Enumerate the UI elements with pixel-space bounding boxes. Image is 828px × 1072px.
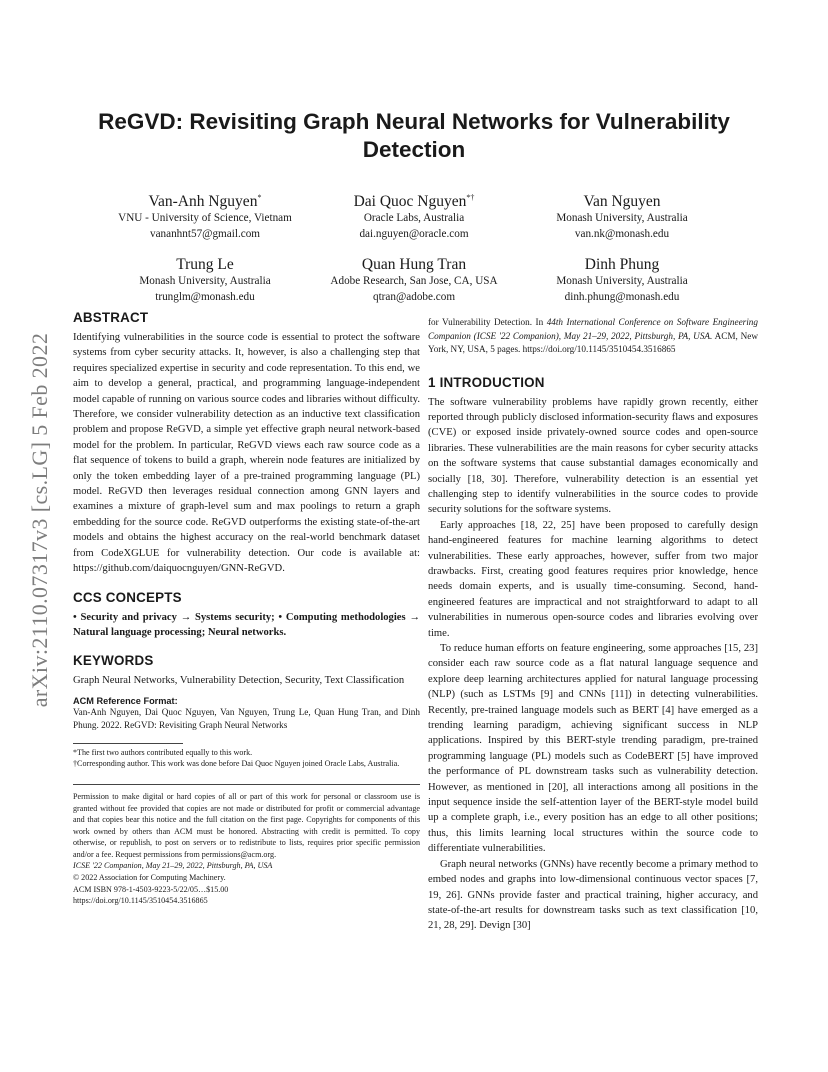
author-email: qtran@adobe.com — [372, 290, 456, 303]
intro-heading: 1 INTRODUCTION — [428, 374, 545, 390]
author-email: dinh.phung@monash.edu — [564, 290, 680, 303]
author-affiliation: Adobe Research, San Jose, CA, USA — [330, 275, 498, 288]
author-email: van.nk@monash.edu — [574, 227, 670, 240]
intro-paragraph: The software vulnerability problems have rapidly grown recently, either reported through publicly disclosed information-security flaws and exposures (CVE) or exposed inside privately-owned source codes and open-source libraries. These vulnerabilities are the main reasons for cyber security attacks on the software systems that cause substantial damages economically and socially [18, 30]. Therefore, vulnerability detection is an essential yet challenging step to identify vulnerabilities in the source codes to provide security solutions for the software systems. — [428, 396, 758, 516]
author-affiliation: Monash University, Australia — [139, 275, 271, 288]
acm-ref-cont-venue: 44th International Conference on Software Engineering Companion (ICSE '22 Companion), May 21–29, 2022, Pittsburgh, PA, USA. — [428, 317, 758, 341]
author-name: Trung Le — [176, 256, 234, 274]
author-name: Dinh Phung — [584, 256, 660, 274]
ccs-text: • Security and privacy → Systems security; • Computing methodologies → Natural language processing; Neural networks. — [73, 611, 420, 638]
author-block — [497, 251, 747, 305]
author-affiliation: Monash University, Australia — [556, 212, 688, 225]
ccs-heading: CCS CONCEPTS — [73, 589, 182, 605]
abstract-text: Identifying vulnerabilities in the source code is essential to protect the software systems from cyber security attacks. It, however, is also a challenging step that requires specialized expertise in security and code representation. To this end, we aim to develop a general, practical, and programming language-independent model capable of running on various source codes and libraries without difficulty. Therefore, we consider vulnerability detection as an inductive text classification problem and propose ReGVD, a simple yet effective graph neural network-based model for the problem. In particular, ReGVD views each raw source code as a flat sequence of tokens to build a graph, wherein node features are initialized by only the token embedding layer of a pre-trained programming language (PL) model. ReGVD then leverages residual connection among GNN layers and examines a mixture of graph-level sum and max poolings to return a graph embedding for the source code. ReGVD outperforms the existing state-of-the-art models and obtains the highest accuracy on the real-world benchmark dataset from CodeXGLUE for vulnerability detection. Our code is available at: https://github.com/daiquocnguyen/GNN-ReGVD. — [73, 332, 420, 575]
author-mark: *† — [466, 193, 475, 202]
conference-line: ICSE '22 Companion, May 21–29, 2022, Pittsburgh, PA, USA — [73, 861, 273, 871]
copyright-line: © 2022 Association for Computing Machinery. — [73, 873, 226, 883]
abstract-heading: ABSTRACT — [73, 310, 149, 325]
isbn-line: ACM ISBN 978-1-4503-9223-5/22/05…$15.00 — [73, 884, 229, 894]
arxiv-stamp-text: arXiv:2110.07317v3 [cs.LG] 5 Feb 2022 — [27, 332, 52, 708]
footnote-divider — [73, 743, 183, 744]
footnote: *The first two authors contributed equally to this work. — [73, 747, 253, 757]
doi-link[interactable]: https://doi.org/10.1145/3510454.3516865 — [73, 896, 208, 906]
author-mark: * — [257, 193, 262, 202]
author-affiliation: VNU - University of Science, Vietnam — [118, 212, 292, 225]
author-email: trunglm@monash.edu — [155, 290, 255, 303]
author-name: Dai Quoc Nguyen — [353, 193, 467, 211]
footnote: †Corresponding author. This work was done before Dai Quoc Nguyen joined Oracle Labs, Australia. — [73, 759, 400, 769]
arxiv-stamp — [20, 290, 60, 750]
permission-divider — [73, 784, 420, 785]
permission-notice: Permission to make digital or hard copies of all or part of this work for personal or classroom use is granted without fee provided that copies are not made or distributed for profit or commercial advantage and that copies bear this notice and the full citation on the first page. Copyrights for components of this work owned by others than ACM must be honored. Abstracting with credit is permitted. To copy otherwise, or republish, to post on servers or to redistribute to lists, requires prior specific permission and/or a fee. Request permissions from permissions@acm.org. — [73, 791, 420, 859]
acm-ref-continuation — [428, 316, 758, 357]
author-email: vananhnt57@gmail.com — [149, 227, 261, 240]
paper-title: ReGVD: Revisiting Graph Neural Networks for Vulnerability Detection — [98, 109, 730, 162]
acm-ref-text: Van-Anh Nguyen, Dai Quoc Nguyen, Van Nguyen, Trung Le, Quan Hung Tran, and Dinh Phung. 2022. ReGVD: Revisiting Graph Neural Networks — [73, 706, 420, 731]
intro-paragraph: To reduce human efforts on feature engineering, some approaches [15, 23] consider each raw source code as a flat natural language sequence and explore deep learning architectures applied for natural language processing (NLP) (such as LSTMs [9] and CNNs [11]) in detecting vulnerabilities. Recently, pre-trained language models such as BERT [4] have emerged as a trending learning paradigm, achieving significant success in NLP applications. Inspired by this BERT-style trending paradigm, pre-trained programming language (PL) models such as CodeBERT [5] have improved the performance of PL downstream tasks such as vulnerability detection. However, as mentioned in [20], all interactions among all positions in the input sequence inside the self-attention layer of the BERT-style model build up a complete graph, i.e., every position has an edge to all other positions; thus, this limits learning local structures within the source code to differentiate vulnerabilities. — [428, 643, 758, 855]
author-affiliation: Oracle Labs, Australia — [363, 212, 465, 225]
keywords-heading: KEYWORDS — [73, 653, 154, 669]
author-block — [497, 188, 747, 242]
author-name: Van Nguyen — [583, 193, 661, 211]
author-affiliation: Monash University, Australia — [556, 275, 688, 288]
acm-ref-heading: ACM Reference Format: — [73, 695, 178, 706]
intro-paragraph: Early approaches [18, 22, 25] have been proposed to carefully design hand-engineered features for machine learning algorithms to detect vulnerabilities. These early approaches, however, suffer from two major drawbacks. First, creating good features requires prior knowledge, hence needs domain experts, and is usually time-consuming. Second, hand-engineered features are impractical and not straightforward to adapt to all vulnerabilities in numerous open-source codes and libraries evolving over time. — [428, 519, 758, 639]
intro-paragraph: Graph neural networks (GNNs) have recently become a primary method to embed nodes and graphs into low-dimensional continuous vector spaces [7, 19, 26]. GNNs provide faster and practical training, higher accuracy, and state-of-the-art results for downstream tasks such as text classification [10, 21, 28, 29]. Devign [30] — [428, 858, 758, 932]
right-column — [428, 316, 758, 934]
left-column — [73, 310, 420, 907]
author-email: dai.nguyen@oracle.com — [359, 227, 469, 240]
keywords-text: Graph Neural Networks, Vulnerability Detection, Security, Text Classification — [73, 675, 405, 687]
author-name: Quan Hung Tran — [361, 256, 467, 274]
acm-ref-cont-plain: for Vulnerability Detection. In — [428, 317, 547, 327]
acm-ref-cont-tail: ACM, New York, NY, USA, 5 pages. https://doi.org/10.1145/3510454.3516865 — [428, 330, 758, 354]
author-name: Van-Anh Nguyen — [148, 193, 258, 211]
